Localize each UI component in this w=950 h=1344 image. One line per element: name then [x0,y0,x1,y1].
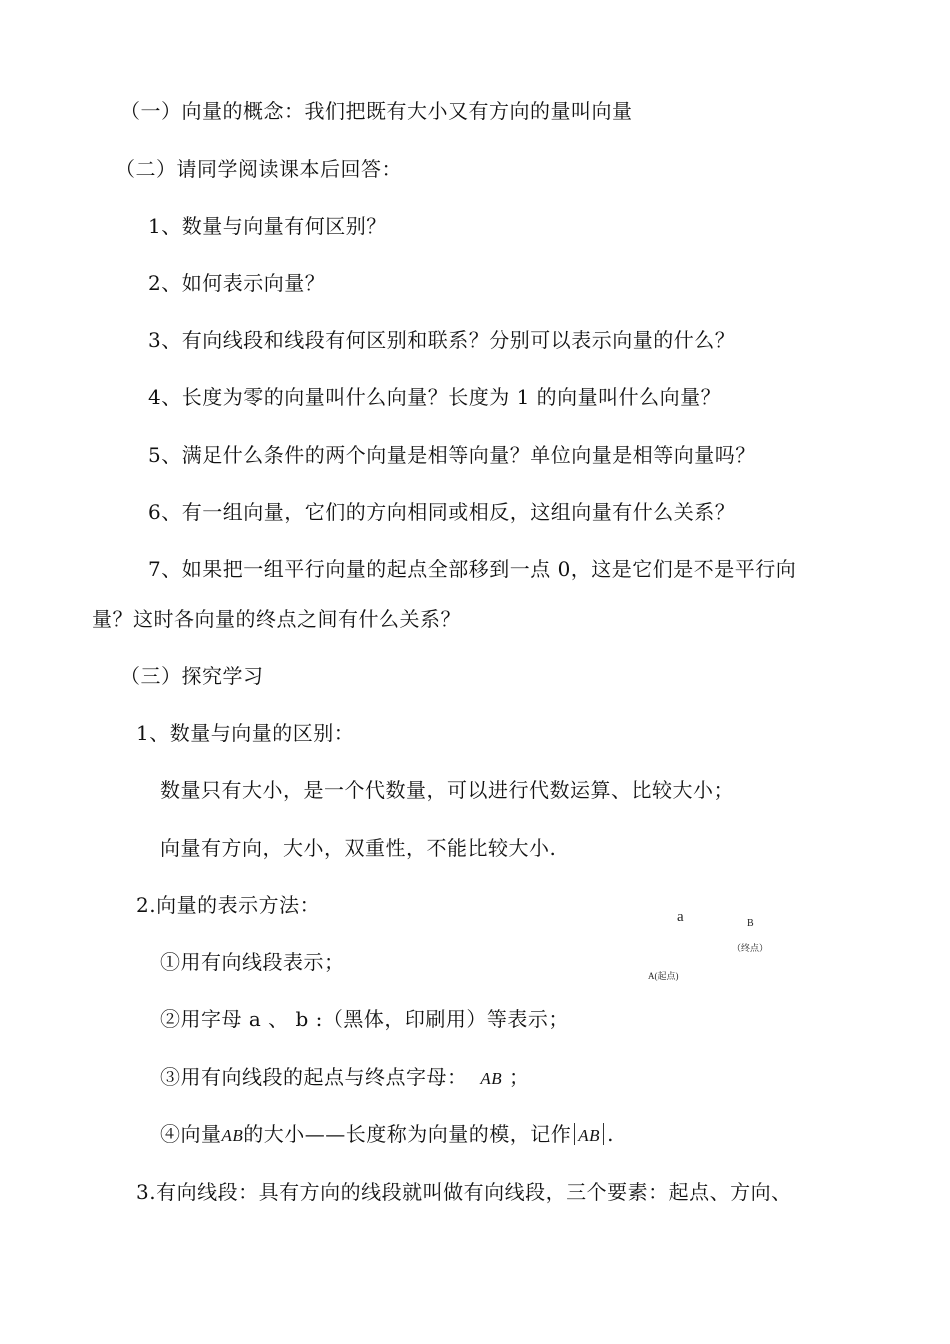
section-2-heading: （二）请同学阅读课本后回答： [115,157,402,181]
question-6: 6、有一组向量，它们的方向相同或相反，这组向量有什么关系？ [148,500,736,524]
method-4 [160,1120,614,1150]
method-4-end: . [607,1122,614,1146]
abs-bar-left [574,1123,575,1145]
explore-item-1-title: 1、数量与向量的区别： [136,721,355,745]
question-3: 3、有向线段和线段有何区别和联系？分别可以表示向量的什么？ [148,328,736,352]
figure-label-a: a [677,909,684,925]
explore-item-1-line-2: 向量有方向，大小，双重性，不能比较大小. [160,836,557,860]
explore-item-1-line-1: 数量只有大小，是一个代数量，可以进行代数运算、比较大小； [160,778,734,802]
figure-label-start: A(起点) [648,971,679,981]
method-3-end: ； [509,1065,530,1089]
question-2: 2、如何表示向量？ [148,271,326,295]
explore-item-3: 3.有向线段：具有方向的线段就叫做有向线段，三个要素：起点、方向、 [136,1180,792,1204]
section-1-heading: （一）向量的概念：我们把既有大小又有方向的量叫向量 [120,99,633,123]
method-3 [160,1063,530,1093]
figure-label-b: B [747,918,754,929]
vector-figure [640,905,800,990]
method-1: ①用有向线段表示； [160,950,345,974]
vector-ab-symbol: AB [578,1126,601,1145]
question-7-continued: 量？这时各向量的终点之间有什么关系？ [92,607,461,631]
explore-item-2-title: 2.向量的表示方法： [136,893,321,917]
method-3-text: ③用有向线段的起点与终点字母： [160,1065,468,1089]
question-7: 7、如果把一组平行向量的起点全部移到一点 0，这是它们是不是平行向 [148,557,797,581]
method-2: ②用字母 a 、 b :（黑体，印刷用）等表示； [160,1007,569,1031]
vector-ab-symbol: AB [480,1069,503,1088]
method-4-text: ④向量 [160,1122,222,1146]
abs-bar-right [603,1123,604,1145]
section-3-heading: （三）探究学习 [120,664,264,688]
question-4: 4、长度为零的向量叫什么向量？长度为 1 的向量叫什么向量？ [148,385,722,409]
question-1: 1、数量与向量有何区别？ [148,214,387,238]
vector-ab-symbol: AB [221,1126,244,1145]
figure-label-end: （终点） [732,943,769,953]
question-5: 5、满足什么条件的两个向量是相等向量？单位向量是相等向量吗？ [148,443,756,467]
method-4-mid: 的大小——长度称为向量的模，记作 [243,1122,572,1146]
